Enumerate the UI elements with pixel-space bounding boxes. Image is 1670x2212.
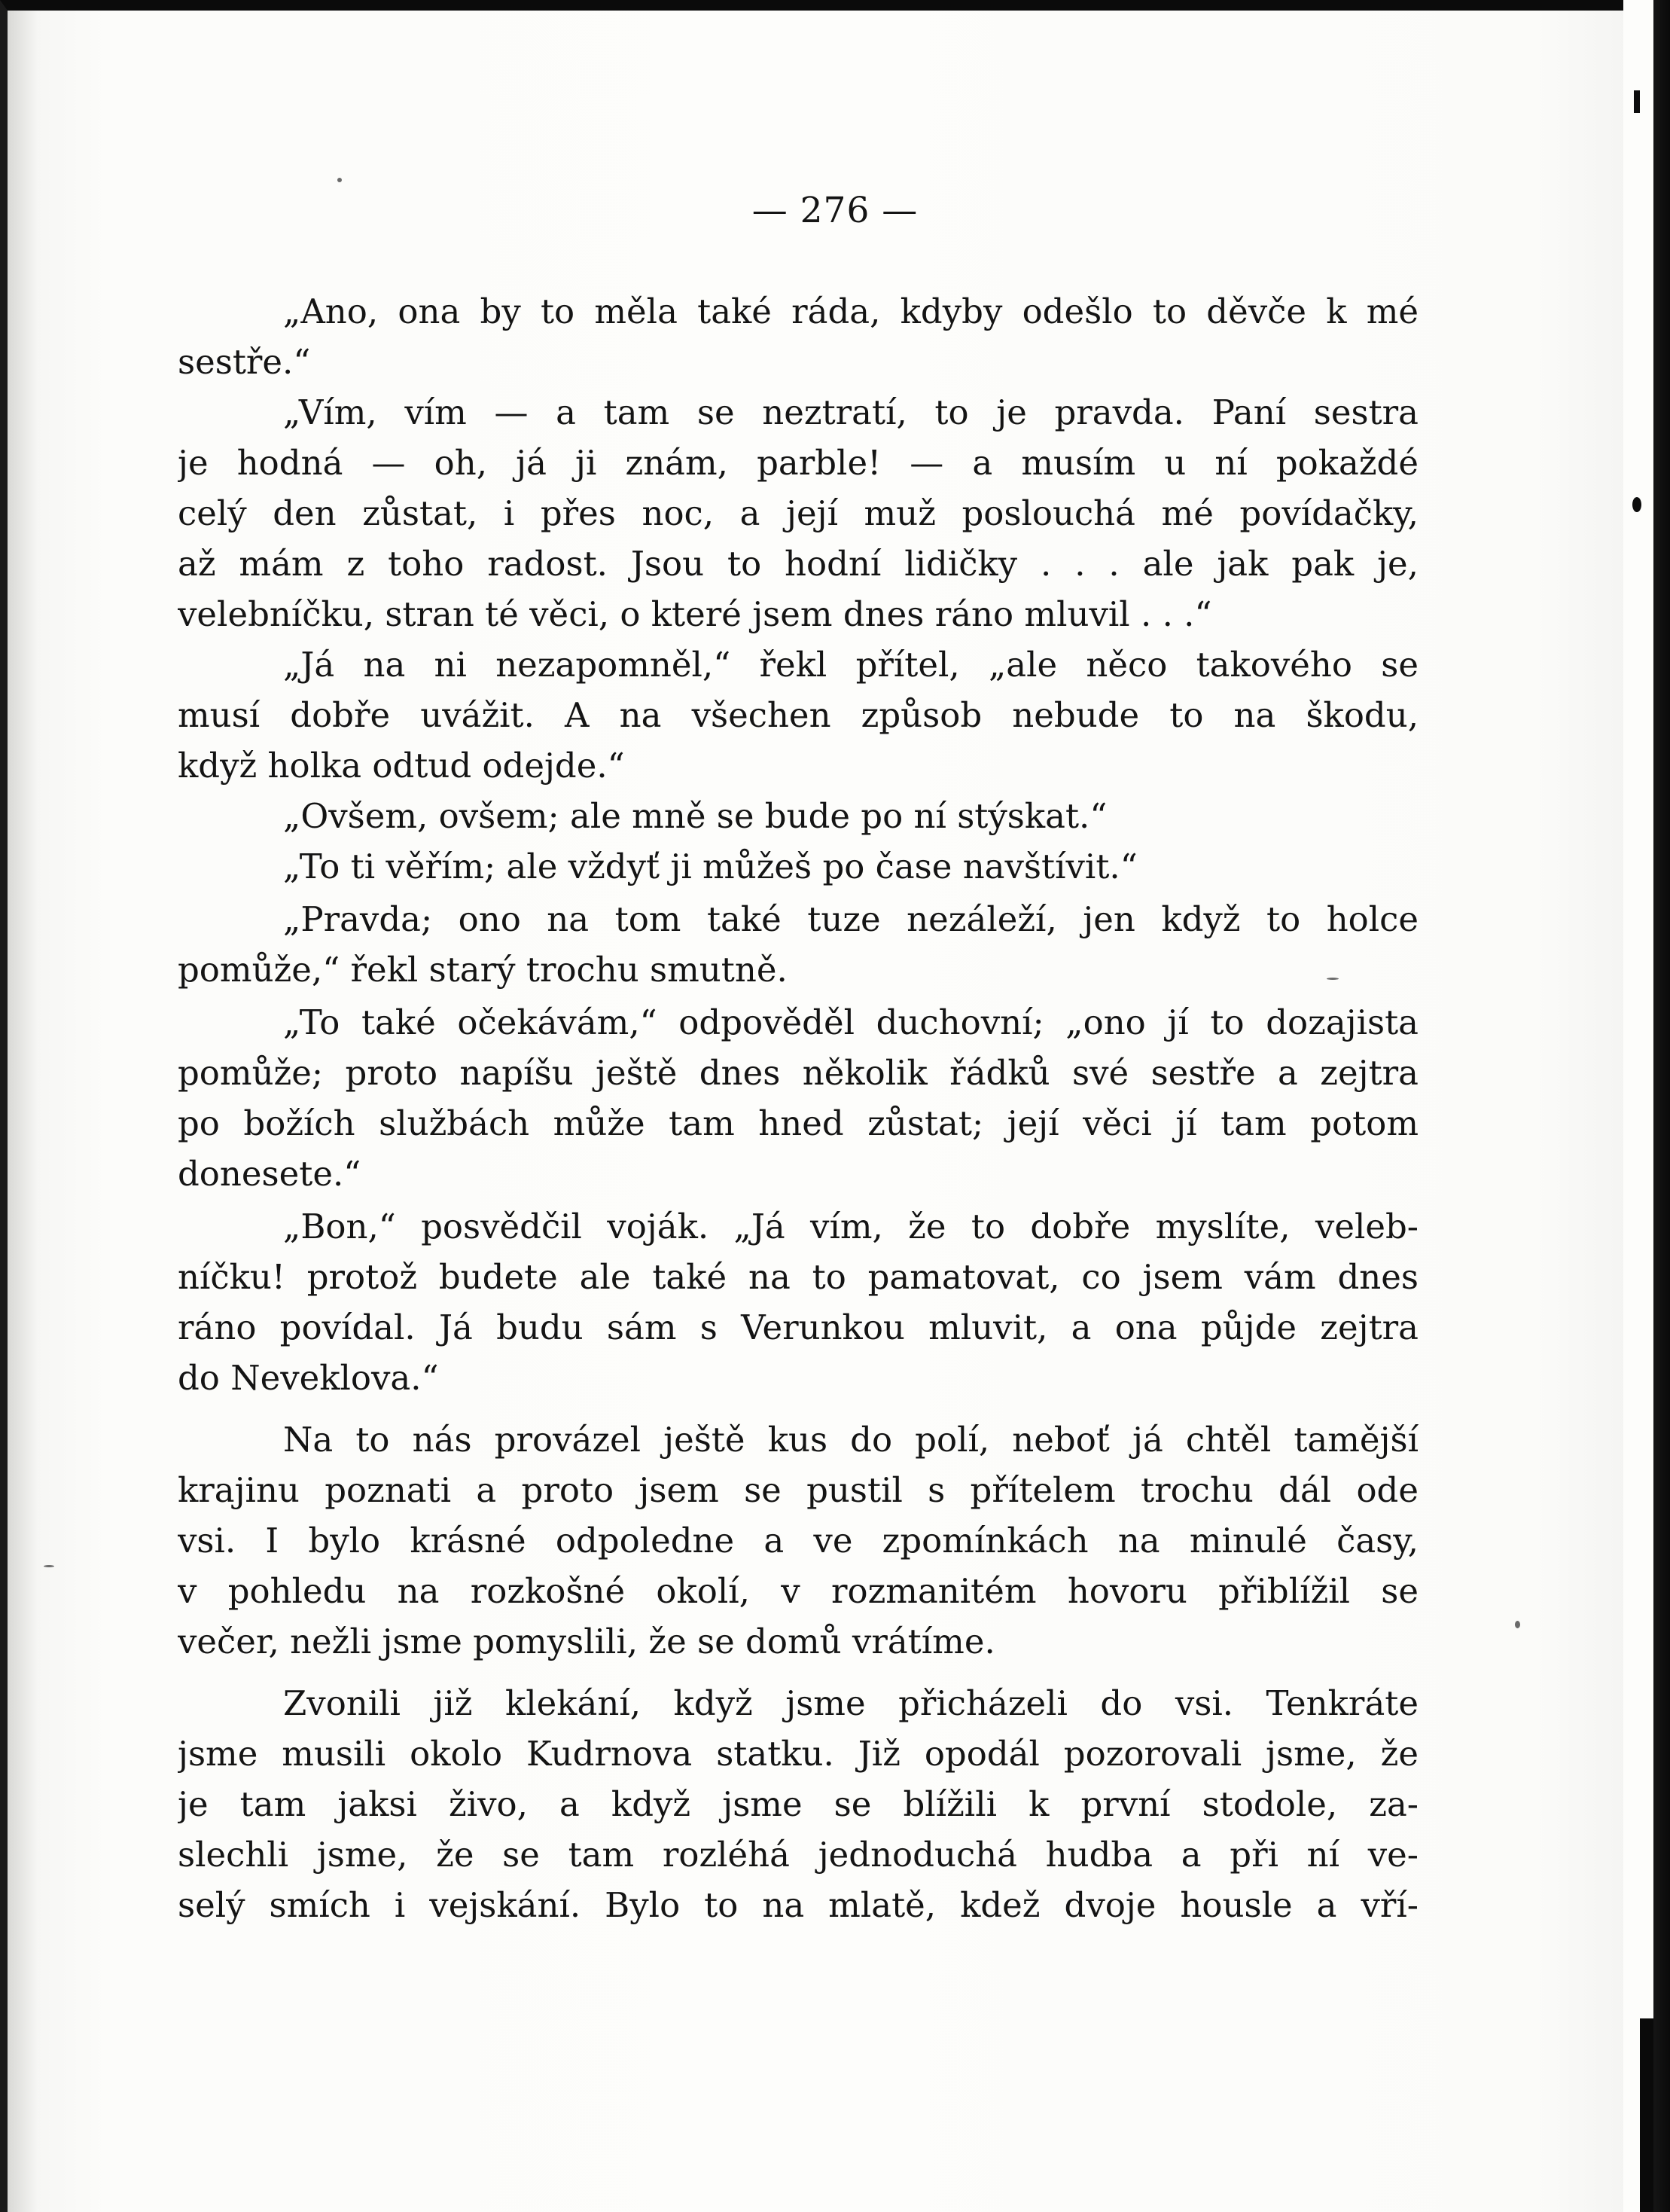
text-line: je tam jaksi živo, a když jsme se blížili k první stodole, za- [178, 1784, 1419, 1824]
text-line: sestře.“ [178, 342, 311, 382]
text-line: „Vím, vím — a tam se neztratí, to je pravda. Paní sestra [283, 392, 1419, 432]
text-line: „Ano, ona by to měla také ráda, kdyby odešlo to děvče k mé [283, 291, 1419, 331]
paragraph-spacing [178, 1403, 1419, 1414]
text-line: „To také očekávám,“ odpověděl duchovní; „ono jí to dozajista [283, 1002, 1419, 1042]
text-line: celý den zůstat, i přes noc, a její muž poslouchá mé povídačky, [178, 493, 1419, 533]
text-line: selý smích i vejskání. Bylo to na mlatě, kdež dvoje housle a vří- [178, 1885, 1419, 1925]
text-line: krajinu poznati a proto jsem se pustil s přítelem trochu dál ode [178, 1470, 1419, 1510]
text-line: „Bon,“ posvědčil voják. „Já vím, že to dobře myslíte, veleb- [283, 1207, 1419, 1246]
text-line: „To ti věřím; ale vždyť ji můžeš po čase navštívit.“ [283, 847, 1138, 886]
text-line: je hodná — oh, já ji znám, parble! — a musím u ní pokaždé [178, 443, 1419, 483]
text-line: Zvonili již klekání, když jsme přicházeli do vsi. Tenkráte [283, 1683, 1419, 1723]
text-line: až mám z toho radost. Jsou to hodní lidičky . . . ale jak pak je, [178, 544, 1419, 584]
text-line: jsme musili okolo Kudrnova statku. Již opodál pozorovali jsme, že [178, 1734, 1419, 1774]
text-line: pomůže; proto napíšu ještě dnes několik řádků své sestře a zejtra [178, 1053, 1419, 1093]
text-line: „Ovšem, ovšem; ale mně se bude po ní stýskat.“ [283, 796, 1108, 836]
text-line: Na to nás provázel ještě kus do polí, neboť já chtěl tamější [283, 1420, 1419, 1460]
paragraph-spacing [178, 1667, 1419, 1678]
text-line: v pohledu na rozkošné okolí, v rozmanitém hovoru přiblížil se [178, 1571, 1419, 1611]
text-line: musí dobře uvážit. A na všechen způsob nebude to na škodu, [178, 695, 1419, 735]
text-line: slechli jsme, že se tam rozléhá jednoduchá hudba a při ní ve- [178, 1835, 1419, 1875]
text-line: ráno povídal. Já budu sám s Verunkou mluvit, a ona půjde zejtra [178, 1307, 1419, 1347]
text-line: vsi. I bylo krásné odpoledne a ve zpomínkách na minulé časy, [178, 1521, 1419, 1561]
text-line: večer, nežli jsme pomyslili, že se domů vrátíme. [178, 1622, 995, 1661]
text-line: „Já na ni nezapomněl,“ řekl přítel, „ale něco takového se [283, 645, 1419, 685]
text-line: níčku! protož budete ale také na to pamatovat, co jsem vám dnes [178, 1257, 1419, 1297]
page-number: — 276 — [751, 190, 919, 231]
text-line: donesete.“ [178, 1154, 361, 1194]
text-line: když holka odtud odejde.“ [178, 746, 625, 786]
text-line: velebníčku, stran té věci, o které jsem dnes ráno mluvil . . .“ [178, 594, 1212, 634]
text-line: po božích službách může tam hned zůstat; její věci jí tam potom [178, 1103, 1419, 1143]
text-line: do Neveklova.“ [178, 1358, 439, 1398]
body-text [178, 286, 1419, 1930]
text-line: pomůže,“ řekl starý trochu smutně. [178, 950, 788, 990]
text-line: „Pravda; ono na tom také tuze nezáleží, jen když to holce [283, 899, 1419, 939]
